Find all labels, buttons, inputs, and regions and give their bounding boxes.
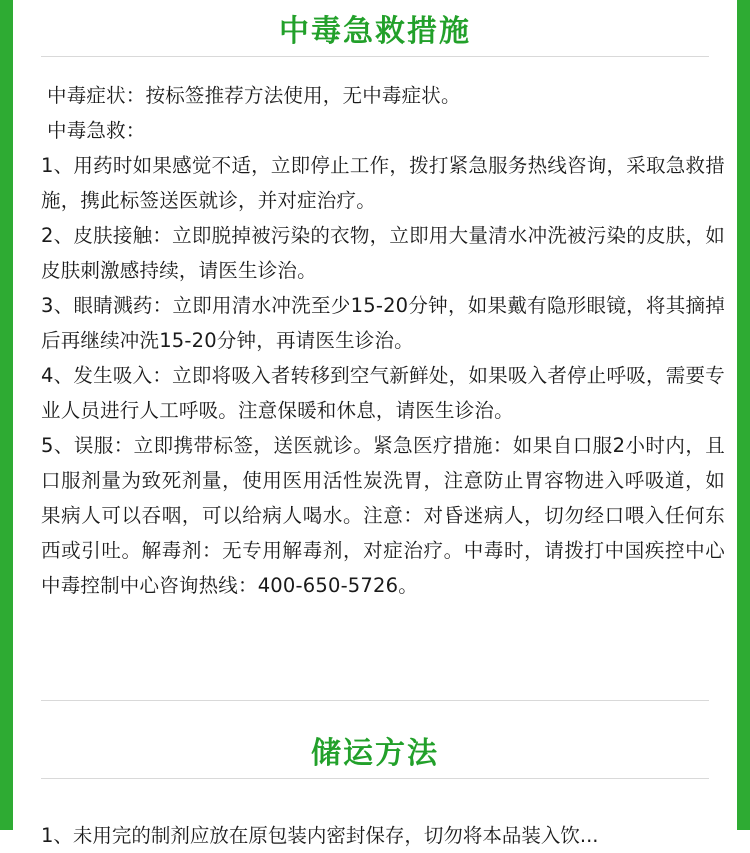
right-green-border [737, 0, 750, 830]
paragraph-symptoms: 中毒症状：按标签推荐方法使用，无中毒症状。 [47, 84, 461, 107]
paragraph-item-3: 3、眼睛溅药：立即用清水冲洗至少15-20分钟，如果戴有隐形眼镜，将其摘掉后再继续冲洗15-20分钟，再请医生诊治。 [41, 294, 725, 352]
paragraph-item-4: 4、发生吸入：立即将吸入者转移到空气新鲜处，如果吸入者停止呼吸，需要专业人员进行人工呼吸。注意保暖和休息，请医生诊治。 [41, 364, 725, 422]
section-title-poisoning-first-aid: 中毒急救措施 [279, 14, 471, 49]
section-title-storage-transport: 储运方法 [311, 736, 439, 771]
poisoning-first-aid-body [41, 78, 725, 603]
left-green-border [0, 0, 13, 830]
paragraph-storage-item-1: 1、未用完的制剂应放在原包装内密封保存，切勿将本品装入饮... [41, 823, 599, 847]
divider-above-title-2 [41, 700, 709, 701]
paragraph-item-2: 2、皮肤接触：立即脱掉被污染的衣物，立即用大量清水冲洗被污染的皮肤，如皮肤刺激感持续，请医生诊治。 [41, 224, 725, 282]
paragraph-item-5: 5、误服：立即携带标签，送医就诊。紧急医疗措施：如果自口服2小时内，且口服剂量为致死剂量，使用医用活性炭洗胃，注意防止胃容物进入呼吸道，如果病人可以吞咽，可以给病人喝水。注意：对昏迷病人，切勿经口喂入任何东西或引吐。解毒剂：无专用解毒剂，对症治疗。中毒时，请拨打中国疾控中心中毒控制中心咨询热线：400-650-5726。 [41, 434, 725, 597]
storage-transport-body [41, 798, 725, 847]
content-area [13, 0, 737, 847]
divider-under-title-1 [41, 56, 709, 57]
paragraph-first-aid-heading: 中毒急救： [47, 119, 146, 142]
paragraph-item-1: 1、用药时如果感觉不适，立即停止工作，拨打紧急服务热线咨询，采取急救措施，携此标签送医就诊，并对症治疗。 [41, 154, 725, 212]
divider-under-title-2 [41, 778, 709, 779]
